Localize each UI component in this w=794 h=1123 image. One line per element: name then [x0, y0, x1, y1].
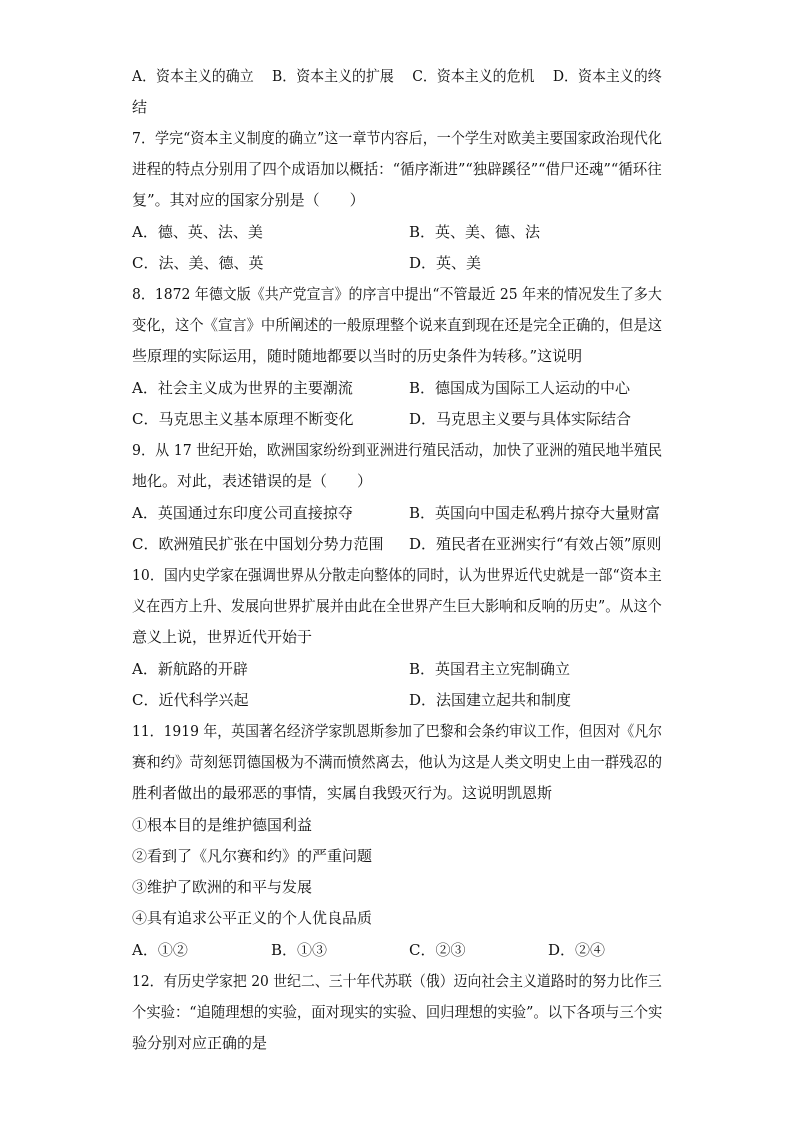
q7-stem-line-2: 进程的特点分别用了四个成语加以概括：“循序渐进”“独辟蹊径”“借尸还魂”“循环往 — [132, 160, 662, 178]
q11-item-4: ④具有追求公平正义的个人优良品质 — [132, 909, 373, 927]
q11-option-a: A．①② — [132, 941, 188, 959]
q7-option-a: A．德、英、法、美 — [132, 223, 263, 241]
q7-stem-line-3: 复”。其对应的国家分别是（ ） — [132, 191, 365, 209]
q11-stem-line-3: 胜利者做出的最邪恶的事情，实属自我毁灭行为。这说明凯恩斯 — [132, 784, 553, 802]
q7-option-d: D．英、美 — [409, 254, 482, 272]
q12-stem-line-3: 验分别对应正确的是 — [132, 1034, 268, 1052]
q8-stem-line-3: 些原理的实际运用，随时随地都要以当时的历史条件为转移。”这说明 — [132, 347, 583, 365]
q10-option-b: B．英国君主立宪制确立 — [409, 660, 571, 678]
q8-stem-line-2: 变化，这个《宣言》中所阐述的一般原理整个说来直到现在还是完全正确的，但是这 — [132, 316, 663, 334]
q8-stem-line-1: 8．1872 年德文版《共产党宣言》的序言中提出“不管最近 25 年来的情况发生了多大 — [132, 285, 662, 303]
q12-stem-line-2: 个实验：“追随理想的实验，面对现实的实验、回归理想的实验”。以下各项与三个实 — [132, 1003, 663, 1021]
q7-option-c: C．法、美、德、英 — [132, 254, 264, 272]
q9-option-c: C．欧洲殖民扩张在中国划分势力范围 — [132, 535, 384, 553]
q6-options: A．资本主义的确立 B．资本主义的扩展 C．资本主义的危机 D．资本主义的终 — [132, 67, 662, 85]
q9-option-a: A．英国通过东印度公司直接掠夺 — [132, 504, 353, 522]
q6-options-wrap: 结 — [132, 98, 148, 116]
q11-item-2: ②看到了《凡尔赛和约》的严重问题 — [132, 847, 373, 865]
q7-stem-line-1: 7．学完“资本主义制度的确立”这一章节内容后，一个学生对欧美主要国家政治现代化 — [132, 129, 662, 147]
q11-option-b: B．①③ — [271, 941, 328, 959]
q8-option-a: A．社会主义成为世界的主要潮流 — [132, 379, 353, 397]
q11-stem-line-1: 11．1919 年，英国著名经济学家凯恩斯参加了巴黎和会条约审议工作，但因对《凡尔 — [132, 722, 663, 740]
q7-option-b: B．英、美、德、法 — [409, 223, 541, 241]
q11-option-c: C．②③ — [409, 941, 466, 959]
q12-stem-line-1: 12．有历史学家把 20 世纪二、三十年代苏联（俄）迈向社会主义道路时的努力比作三 — [132, 972, 662, 990]
q10-option-c: C．近代科学兴起 — [132, 691, 249, 709]
q10-option-a: A．新航路的开辟 — [132, 660, 248, 678]
q9-option-d: D．殖民者在亚洲实行“有效占领”原则 — [409, 535, 662, 553]
q9-option-b: B．英国向中国走私鸦片掠夺大量财富 — [409, 504, 661, 522]
q11-item-1: ①根本目的是维护德国利益 — [132, 816, 313, 834]
q9-stem-line-1: 9．从 17 世纪开始，欧洲国家纷纷到亚洲进行殖民活动，加快了亚洲的殖民地半殖民 — [132, 441, 663, 459]
q10-stem-line-3: 意义上说，世界近代开始于 — [132, 628, 313, 646]
q10-stem-line-1: 10．国内史学家在强调世界从分散走向整体的同时，认为世界近代史就是一部“资本主 — [132, 566, 662, 584]
q8-option-c: C．马克思主义基本原理不断变化 — [132, 410, 354, 428]
q8-option-d: D．马克思主义要与具体实际结合 — [409, 410, 632, 428]
q11-stem-line-2: 赛和约》苛刻惩罚德国极为不满而愤然离去，他认为这是人类文明史上由一群残忍的 — [132, 753, 663, 771]
q10-stem-line-2: 义在西方上升、发展向世界扩展并由此在全世界产生巨大影响和反响的历史”。从这个 — [132, 597, 662, 615]
q9-stem-line-2: 地化。对此，表述错误的是（ ） — [132, 472, 373, 490]
q10-option-d: D．法国建立起共和制度 — [409, 691, 572, 709]
q8-option-b: B．德国成为国际工人运动的中心 — [409, 379, 631, 397]
q11-option-d: D．②④ — [548, 941, 606, 959]
q11-item-3: ③维护了欧洲的和平与发展 — [132, 878, 313, 896]
